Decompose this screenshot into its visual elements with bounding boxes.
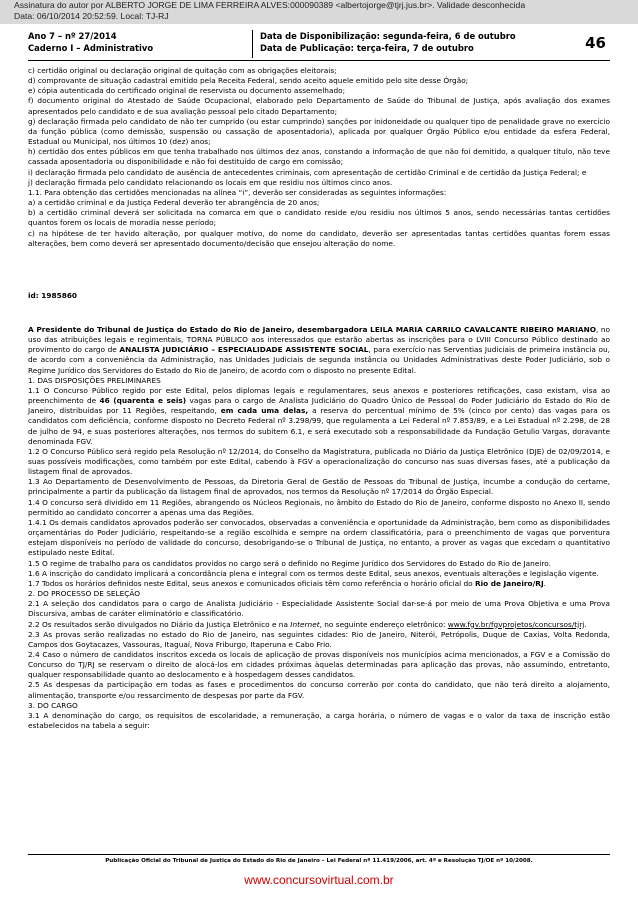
results-link[interactable]: www.fgv.br/fgvprojetos/concursos/tjrj: [447, 619, 585, 629]
paragraph: 1.3 Ao Departamento de Desenvolvimento de Pessoas, da Diretoria Geral de Gestão de Pessoas do Tribunal de Justiça, incumbe a condução do certame, principalmente a partir da publicação da listagem final de aprovados, nos termos da Resolução nº 17/2014 do Órgão Especial.: [28, 477, 610, 497]
document-id: id: 1985860: [28, 290, 78, 300]
header-dates: [260, 30, 516, 54]
signature-line-2: Data: 06/10/2014 20:52:59. Local: TJ-RJ: [14, 11, 169, 21]
paragraph: f) documento original do Atestado de Saúde Ocupacional, elaborado pelo Departamento de Saúde do Tribunal de Justiça, após avaliação dos exames apresentados pelo candidato e de sua avaliação pessoal pelo citado Departamento;: [28, 96, 610, 116]
paragraph: 1.1. Para obtenção das certidões mencionadas na alínea “i”, deverão ser consideradas as seguintes informações:: [28, 187, 447, 197]
paragraph-1-7: [28, 579, 610, 589]
paragraph: 1.6 A inscrição do candidato implicará a concordância plena e integral com os termos deste Edital, seus anexos, eventuais alterações e legislação vigente.: [28, 568, 599, 578]
paragraph: e) cópia autenticada do certificado original de reservista ou documento assemelhado;: [28, 86, 346, 96]
section-title: 1. DAS DISPOSIÇÕES PRELIMINARES: [28, 375, 161, 385]
spacer: [28, 301, 610, 325]
text: 1.7 Todos os horários definidos neste Edital, seus anexos e comunicados oficiais têm como referência o horário oficial do: [28, 578, 475, 588]
paragraph: g) declaração firmada pelo candidato de não ter cumprido (ou estar cumprindo) sanções por inidoneidade ou qualquer tipo de penalidade grave no exercício da função pública (como demissão, suspensão ou cassação de aposentadoria), aplicada por qualquer Órgão Público e/ou entidade da esfera Federal, Estadual ou Municipal, nos últimos 10 (dez) anos;: [28, 116, 610, 147]
intro-text-2: , para exercício nas Serventias Judiciais de primeira instância ou, de acordo com a conveniência da Administração, nas Unidades Judiciais de segunda instância ou Unidades Administrativas deste Poder Judiciário, sob o Regime Jurídico dos Servidores do Estado do Rio de Janeiro, de acordo com o disposto no presente Edital.: [28, 345, 611, 375]
emphasis: Internet: [290, 619, 320, 629]
footer-divider: [28, 854, 610, 855]
text: vagas para o cargo de Analista Judiciário do Quadro Único de Pessoal do Poder Judiciário do Estado do Rio de Janeiro, distribuídas por 11 Regiões, respeitando,: [28, 396, 610, 416]
intro-president: A Presidente do Tribunal de Justiça do Estado do Rio de Janeiro, desembargadora LEILA MARIA CARRILO CAVALCANTE RIBEIRO MARIANO: [28, 324, 596, 334]
intro-position: ANALISTA JUDICIÁRIO – ESPECIALIDADE ASSISTENTE SOCIAL: [119, 345, 369, 355]
paragraph: 2.3 As provas serão realizadas no estado do Rio de Janeiro, nas seguintes cidades: Rio de Janeiro, Niterói, Petrópolis, Duque de Caxias, Volta Redonda, Campos dos Goytacazes, Vassouras, Itaguaí, Nova Friburgo, Itaperuna e Cabo Frio.: [28, 629, 610, 649]
text: 1.1 O Concurso Público regido por este Edital, pelos diplomas legais e regulamentares, seus anexos e posteriores retificações, caso existam, visa ao preenchimento de: [28, 385, 610, 406]
paragraph: h) certidão dos entes públicos em que tenha trabalhado nos últimos dez anos, constando a informação de que não foi demitido, a qualquer título, não teve cassada aposentadoria ou disponibilidade e não foi destituído de cargo em comissão;: [28, 147, 610, 167]
paragraph: 1.4 O concurso será dividido em 11 Regiões, abrangendo os Núcleos Regionais, no âmbito do Estado do Rio de Janeiro, conforme disposto no Anexo II, sendo permitido ao candidato concorrer a apenas uma das Regiões.: [28, 497, 610, 517]
paragraph: 1.5 O regime de trabalho para os candidatos providos no cargo será o definido no Regime Jurídico dos Servidores do Estado do Rio de Janeiro.: [28, 558, 551, 568]
paragraph: c) certidão original ou declaração original de quitação com as obrigações eleitorais;: [28, 66, 337, 75]
text: .: [543, 578, 547, 588]
signature-line-1: Assinatura do autor por ALBERTO JORGE DE LIMA FERREIRA ALVES:000090389 <albertojorge@tjrj.jus.br>. Validade desconhecida: [14, 0, 526, 10]
paragraph: j) declaração firmada pelo candidato relacionando os locais em que residiu nos últimos cinco anos.: [28, 177, 393, 187]
digital-signature-banner: [0, 0, 638, 24]
paragraph: 1.4.1 Os demais candidatos aprovados poderão ser convocados, observadas a conveniência e oportunidade da Administração, bem como as disponibilidades orçamentárias do Poder Judiciário, respeitando-se a região escolhida e sempre na ordem classificatória, para o preenchimento de vagas que porventura estejam disponíveis no período de validade do concurso, desobrigando-se o Tribunal de Justiça, no entanto, a prover as vagas que excedam o quantitativo estipulado neste Edital.: [28, 517, 610, 558]
paragraph: 1.2 O Concurso Público será regido pela Resolução nº 12/2014, do Conselho da Magistratura, publicada no Diário da Justiça Eletrônico (DJE) de 02/09/2014, e suas possíveis modificações, como também por este Edital, cabendo à FGV a operacionalização do concurso nas suas diversas fases, até a publicação da listagem final de aprovados.: [28, 446, 610, 477]
page-header: [28, 30, 610, 61]
paragraph: 3.1 A denominação do cargo, os requisitos de escolaridade, a remuneração, a carga horária, o número de vagas e o valor da taxa de inscrição estão estabelecidos na tabela a seguir:: [28, 710, 610, 731]
paragraph: a) a certidão criminal e da Justiça Federal deverão ter abrangência de 20 anos;: [28, 198, 320, 208]
availability-date: Data de Disponibilização: segunda-feira, 6 de outubro: [260, 31, 516, 41]
header-left: [28, 30, 153, 54]
section-label: Caderno I – Administrativo: [28, 43, 154, 53]
paragraph: b) a certidão criminal deverá ser solicitada na comarca em que o candidato reside e/ou residiu nos últimos 5 anos, sendo necessárias tantas certidões quantos forem os locais de moradia nesse período;: [28, 208, 610, 228]
paragraph: i) declaração firmada pelo candidato de ausência de antecedentes criminais, com apresentação de certidão Criminal e de certidão da Justiça Federal; e: [28, 167, 587, 177]
section-title: 3. DO CARGO: [28, 700, 78, 710]
publication-date: Data de Publicação: terça-feira, 7 de outubro: [260, 43, 474, 53]
intro-text: , no uso das atribuições legais e regimentais, TORNA PÚBLICO aos interessados que estarão abertas as inscrições para o LVIII Concurso Público destinado ao provimento do cargo de: [28, 324, 610, 355]
paragraph: 2.4 Caso o número de candidatos inscritos exceda os locais de aplicação de provas disponíveis nos municípios acima mencionados, a FGV e a Comissão do Concurso do TJ/RJ se reservam o direito de alocá-los em cidades próximas àquelas determinadas para aplicação das provas, não assumindo, entretanto, qualquer responsabilidade quanto ao deslocamento e à hospedagem desses candidatos.: [28, 649, 610, 680]
paragraph: 2.1 A seleção dos candidatos para o cargo de Analista Judiciário - Especialidade Assistente Social dar-se-á por meio de uma Prova Objetiva e uma Prova Discursiva, ambas de caráter eliminatório e classificatório.: [28, 599, 610, 619]
vacancies-count: 46 (quarenta e seis): [99, 396, 187, 406]
footer-official-note: Publicação Oficial do Tribunal de Justiça do Estado do Rio de Janeiro – Lei Federal nº 11.419/2006, art. 4º e Resolução TJ/OE nº 10/2008.: [105, 858, 533, 864]
page-number: 46: [585, 34, 606, 52]
intro-paragraph: [28, 325, 610, 376]
emphasis: Rio de Janeiro/RJ: [474, 578, 544, 588]
document-body: [28, 66, 610, 731]
text: 2.2 Os resultados serão divulgados no Diário da Justiça Eletrônico e na: [28, 619, 291, 629]
paragraph-1-1: [28, 386, 610, 447]
paragraph: d) comprovante de situação cadastral emitido pela Receita Federal, sendo aceito aquele emitido pelo site desse Órgão;: [28, 76, 469, 86]
paragraph: c) na hipótese de ter havido alteração, por qualquer motivo, do nome do candidato, deverão ser apresentadas tantas certidões quantas forem essas alterações, bem como deverá ser apresentado documento/decisão que ensejou alteração do nome.: [28, 228, 610, 248]
header-divider: [252, 30, 253, 58]
text: .: [584, 619, 587, 629]
text: a reserva do percentual mínimo de 5% (cinco por cento) das vagas para os candidatos com deficiência, conforme disposto no Decreto Federal nº 3.298/99, que regulamenta a Lei Federal nº 7.853/89, e a Lei Estadual nº 2.298, de 28 de julho de 94, e suas posteriores alterações, nos termos do subitem 6.1, e será executado sob a responsabilidade da Fundação Getulio Vargas, doravante denominada FGV.: [28, 406, 611, 446]
emphasis: em cada uma delas,: [220, 406, 309, 416]
edition-label: Ano 7 – nº 27/2014: [28, 31, 117, 41]
section-title: 2. DO PROCESSO DE SELEÇÃO: [28, 589, 141, 599]
spacer: [28, 249, 610, 291]
site-link[interactable]: www.concursovirtual.com.br: [244, 873, 394, 887]
paragraph-2-2: [28, 620, 610, 630]
text: , no seguinte endereço eletrônico:: [319, 619, 448, 629]
paragraph: 2.5 As despesas da participação em todas as fases e procedimentos do concurso correrão por conta do candidato, que não terá direito a alojamento, alimentação, transporte e/ou ressarcimento de despesas por parte da FGV.: [28, 680, 610, 700]
